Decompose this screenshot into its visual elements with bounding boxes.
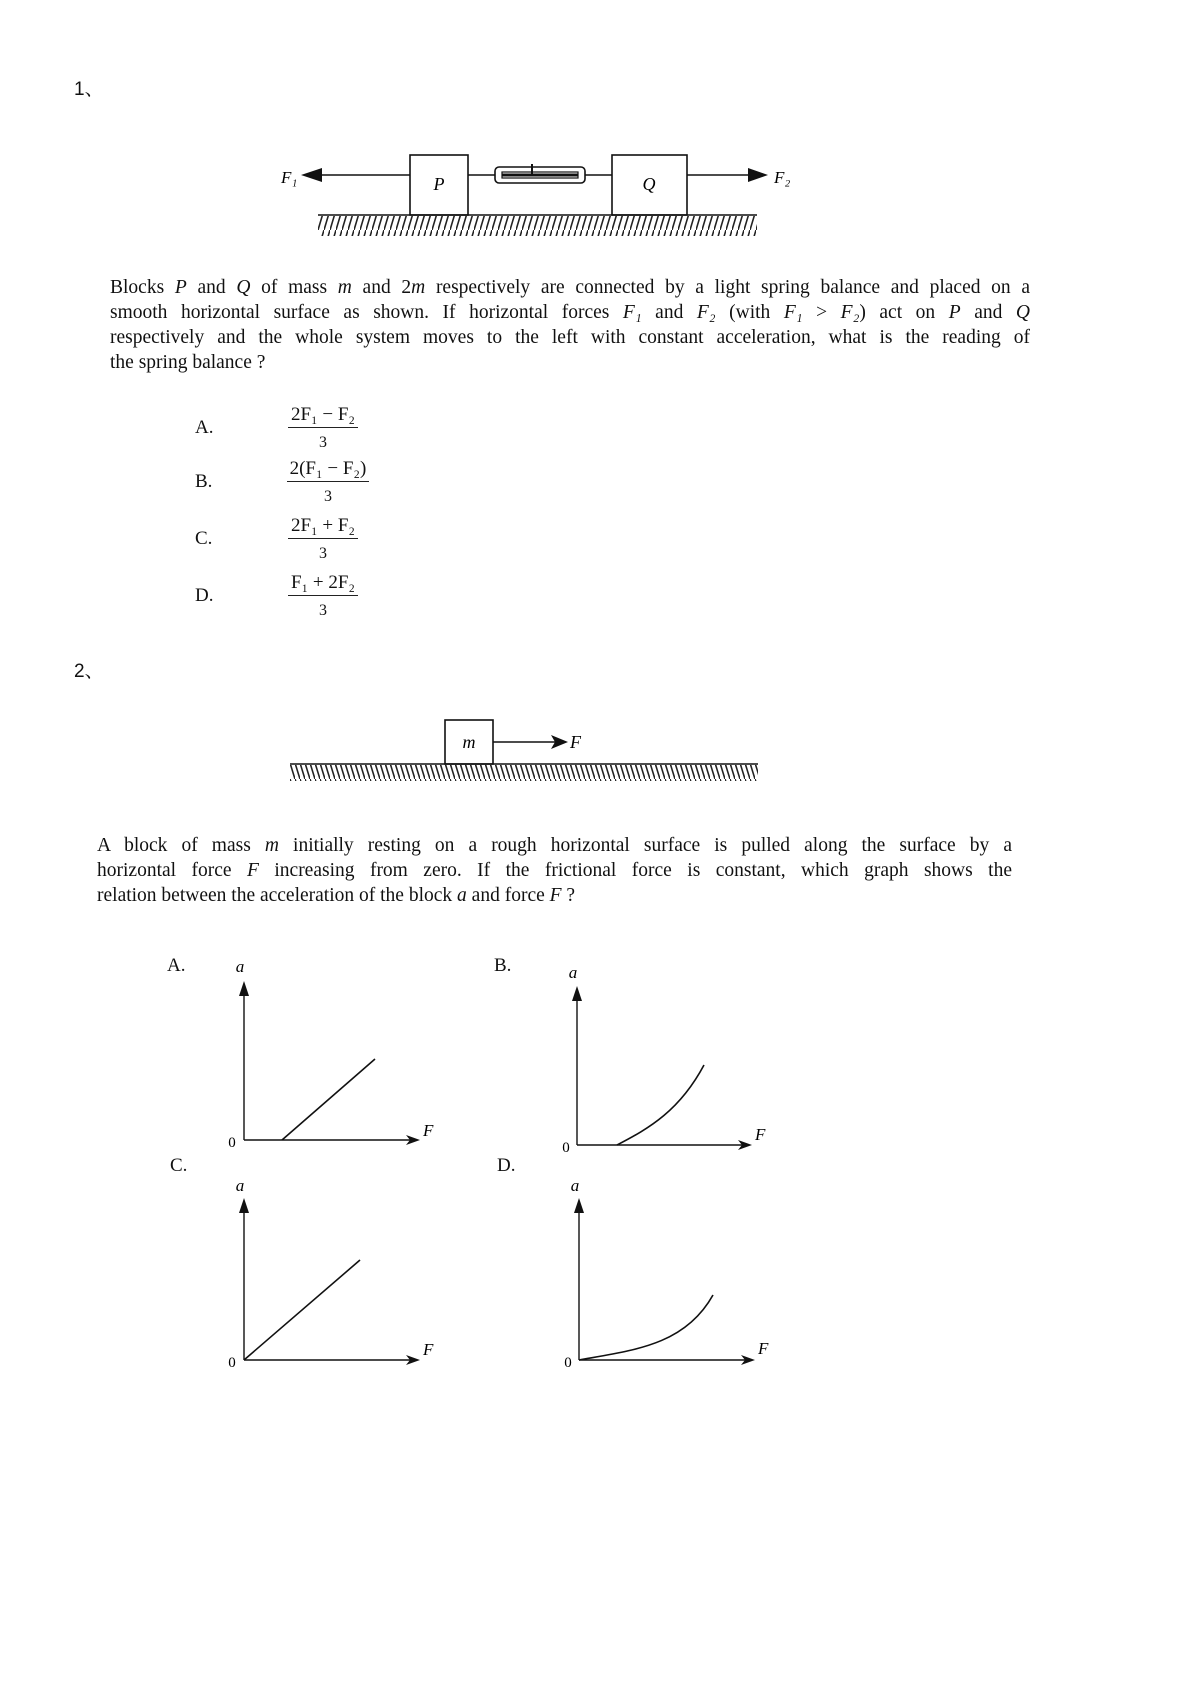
q1-option-d-fraction[interactable]: F₁ + 2F₂ 3 <box>268 572 378 622</box>
q2-diagram <box>0 715 1200 815</box>
graph-a-y-arrowhead <box>239 981 249 996</box>
f2-label: F₂ <box>774 168 791 187</box>
q1-option-a-fraction[interactable]: 2F₁ − F₂ 3 <box>268 404 378 454</box>
q1-ground-hatch <box>318 216 757 236</box>
graph-b-origin: 0 <box>562 1140 570 1156</box>
question-1-number: 1、 <box>74 79 104 100</box>
graph-c[interactable] <box>220 1175 460 1375</box>
graph-d-origin: 0 <box>564 1355 572 1371</box>
graph-b-curve <box>617 1065 704 1145</box>
q1-option-c-letter[interactable]: C. <box>195 528 213 549</box>
q2-option-a-letter[interactable]: A. <box>167 955 186 976</box>
graph-a-curve <box>282 1059 375 1140</box>
graph-c-xlabel: F <box>423 1340 434 1359</box>
question-2-number: 2、 <box>74 661 104 682</box>
graph-c-ylabel: a <box>235 1176 245 1195</box>
q1-option-a-letter[interactable]: A. <box>195 417 214 438</box>
q1-option-d-letter[interactable]: D. <box>195 585 214 606</box>
graph-d[interactable] <box>555 1175 795 1375</box>
graph-a[interactable] <box>220 955 460 1155</box>
q1-option-b-letter[interactable]: B. <box>195 471 213 492</box>
q1-option-c-fraction[interactable]: 2F₁ + F₂ 3 <box>268 515 378 565</box>
graph-b[interactable] <box>555 960 795 1160</box>
q2-ground-hatch <box>290 765 758 781</box>
q2-option-d-letter[interactable]: D. <box>497 1155 516 1176</box>
graph-c-origin: 0 <box>228 1355 236 1371</box>
f1-arrowhead <box>301 168 322 182</box>
block-q-label: Q <box>642 174 656 194</box>
block-p-label: P <box>433 174 445 194</box>
force-label: F <box>570 732 581 752</box>
graph-d-y-arrowhead <box>574 1198 584 1213</box>
graph-b-xlabel: F <box>755 1125 766 1144</box>
f2-arrowhead <box>748 168 768 182</box>
graph-d-curve <box>579 1295 713 1360</box>
graph-a-xlabel: F <box>423 1121 434 1140</box>
q1-question-text: Blocks P and Q of mass m and 2m respectively are connected by a light spring balance and placed on a smooth horizontal surface as shown. If horizontal forces F₁ and F₂ (with F₁ > F₂) act on P and Q respectively and the whole system moves to the left with constant acceleration, what is the reading of the spring balance ? <box>110 277 1031 373</box>
q2-question-text: A block of mass m initially resting on a rough horizontal surface is pulled along the surface by a horizontal force F increasing from zero. If the frictional force is constant, which graph shows the relation between the acceleration of the block a and force F ? <box>97 835 1012 906</box>
graph-c-curve <box>244 1260 360 1360</box>
graph-a-origin: 0 <box>228 1135 236 1151</box>
graph-b-y-arrowhead <box>572 986 582 1001</box>
graph-a-ylabel: a <box>235 957 245 976</box>
graph-d-ylabel: a <box>570 1176 580 1195</box>
graph-c-y-arrowhead <box>239 1198 249 1213</box>
q2-option-c-letter[interactable]: C. <box>170 1155 188 1176</box>
q1-option-b-fraction[interactable]: 2(F₁ − F₂) 3 <box>268 458 388 508</box>
block-m-label: m <box>462 732 476 752</box>
f1-label: F₁ <box>281 168 298 187</box>
graph-b-ylabel: a <box>568 963 578 982</box>
q2-option-b-letter[interactable]: B. <box>494 955 512 976</box>
graph-d-xlabel: F <box>758 1339 769 1358</box>
